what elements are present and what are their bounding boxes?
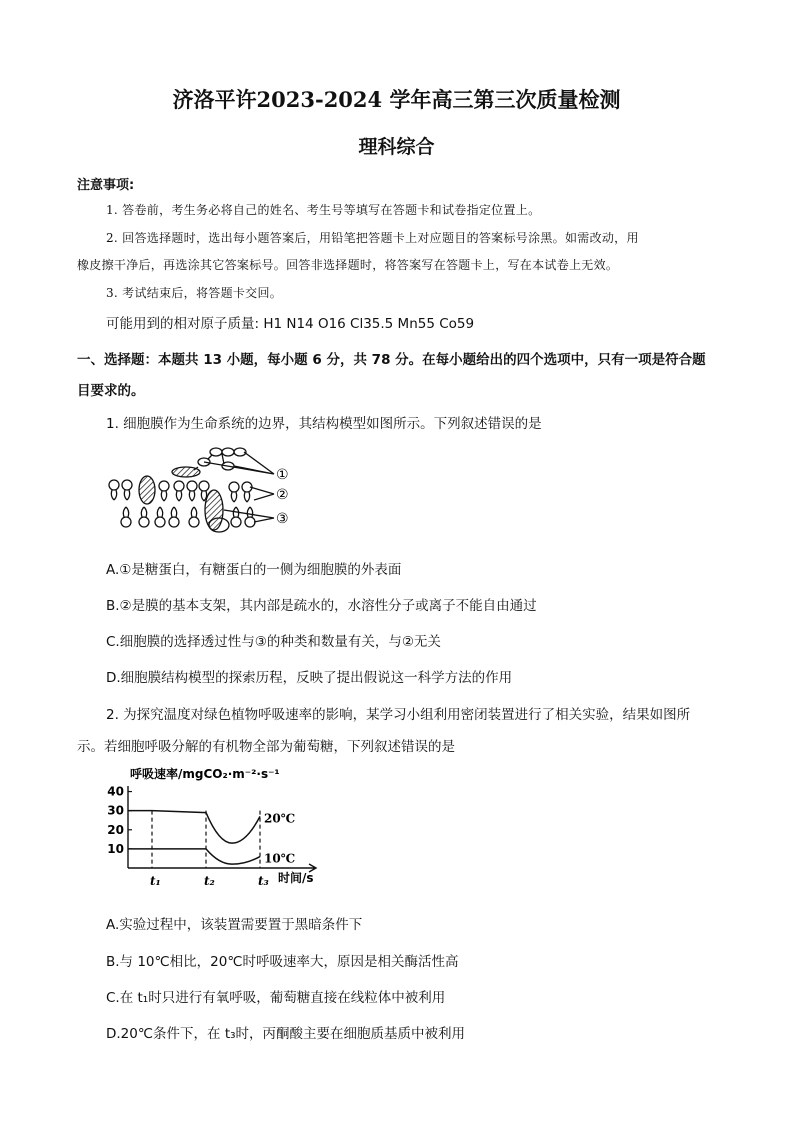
notice-item-1: 1. 答卷前，考生务必将自己的姓名、考生号等填写在答题卡和试卷指定位置上。 (106, 203, 541, 217)
exam-subtitle: 理科综合 (358, 136, 435, 158)
notice-heading: 注意事项: (77, 178, 135, 193)
chart-series-line-1 (128, 849, 260, 864)
q1-option-d: D.细胞膜结构模型的探索历程，反映了提出假说这一科学方法的作用 (106, 670, 513, 686)
notice-item-2-line1: 2. 回答选择题时，选出每小题答案后，用铅笔把答题卡上对应题目的答案标号涂黑。如需改动，用 (106, 231, 639, 245)
label-1: ① (276, 467, 289, 483)
chart-y-tick-label: 40 (107, 784, 124, 799)
phospholipid-upper-row (109, 480, 252, 502)
q2-option-c: C.在 t₁时只进行有氧呼吸，葡萄糖直接在线粒体中被利用 (106, 990, 446, 1006)
protein-left (139, 476, 155, 504)
chart-y-tick-label: 10 (107, 841, 124, 856)
section-heading-line1: 一、选择题：本题共 13 小题，每小题 6 分，共 78 分。在每小题给出的四个选项中，只有一项是符合题 (77, 352, 706, 368)
q2-option-d: D.20℃条件下，在 t₃时，丙酮酸主要在细胞质基质中被利用 (106, 1026, 466, 1042)
q2-stem-line2: 示。若细胞呼吸分解的有机物全部为葡萄糖，下列叙述错误的是 (77, 739, 455, 755)
atomic-mass-line: 可能用到的相对原子质量: H1 N14 O16 Cl35.5 Mn55 Co59 (106, 316, 475, 332)
respiration-rate-chart (100, 762, 330, 898)
chart-series-label-0: 20℃ (264, 811, 296, 826)
q1-option-b: B.②是膜的基本支架，其内部是疏水的，水溶性分子或离子不能自由通过 (106, 598, 537, 614)
chart-ylabel: 呼吸速率/mgCO₂·m⁻²·s⁻¹ (130, 767, 280, 781)
chart-y-tick-label: 20 (107, 822, 124, 837)
cell-membrane-diagram (104, 440, 304, 540)
label-3: ③ (276, 511, 289, 527)
leader-2 (250, 487, 274, 500)
q1-option-a: A.①是糖蛋白，有糖蛋白的一侧为细胞膜的外表面 (106, 562, 402, 578)
notice-item-2-line2: 橡皮擦干净后，再选涂其它答案标号。回答非选择题时，将答案写在答题卡上，写在本试卷上无效。 (77, 258, 619, 272)
chart-x-tick-label: t₁ (150, 874, 161, 888)
chart-series-label-1: 10℃ (264, 851, 296, 866)
q1-stem: 1. 细胞膜作为生命系统的边界，其结构模型如图所示。下列叙述错误的是 (106, 416, 542, 432)
chart-x-tick-label: t₃ (258, 874, 269, 888)
notice-item-3: 3. 考试结束后，将答题卡交回。 (106, 286, 283, 300)
section-heading-line2: 目要求的。 (77, 383, 145, 399)
chart-xlabel: 时间/s (278, 871, 314, 885)
label-2: ② (276, 487, 289, 503)
chart-y-tick-label: 30 (107, 803, 124, 818)
q2-option-b: B.与 10℃相比，20℃时呼吸速率大，原因是相关酶活性高 (106, 954, 459, 970)
chart-x-tick-label: t₂ (204, 874, 215, 888)
chart-series-line-0 (128, 811, 260, 843)
q2-stem-line1: 2. 为探究温度对绿色植物呼吸速率的影响，某学习小组利用密闭装置进行了相关实验，结果如图所 (106, 707, 691, 723)
protein-middle (205, 490, 223, 530)
q2-option-a: A.实验过程中，该装置需要置于黑暗条件下 (106, 917, 363, 933)
phospholipid-lower-row (121, 507, 255, 527)
exam-title: 济洛平许2023-2024 学年高三第三次质量检测 (172, 87, 621, 112)
q1-option-c: C.细胞膜的选择透过性与③的种类和数量有关，与②无关 (106, 634, 441, 650)
